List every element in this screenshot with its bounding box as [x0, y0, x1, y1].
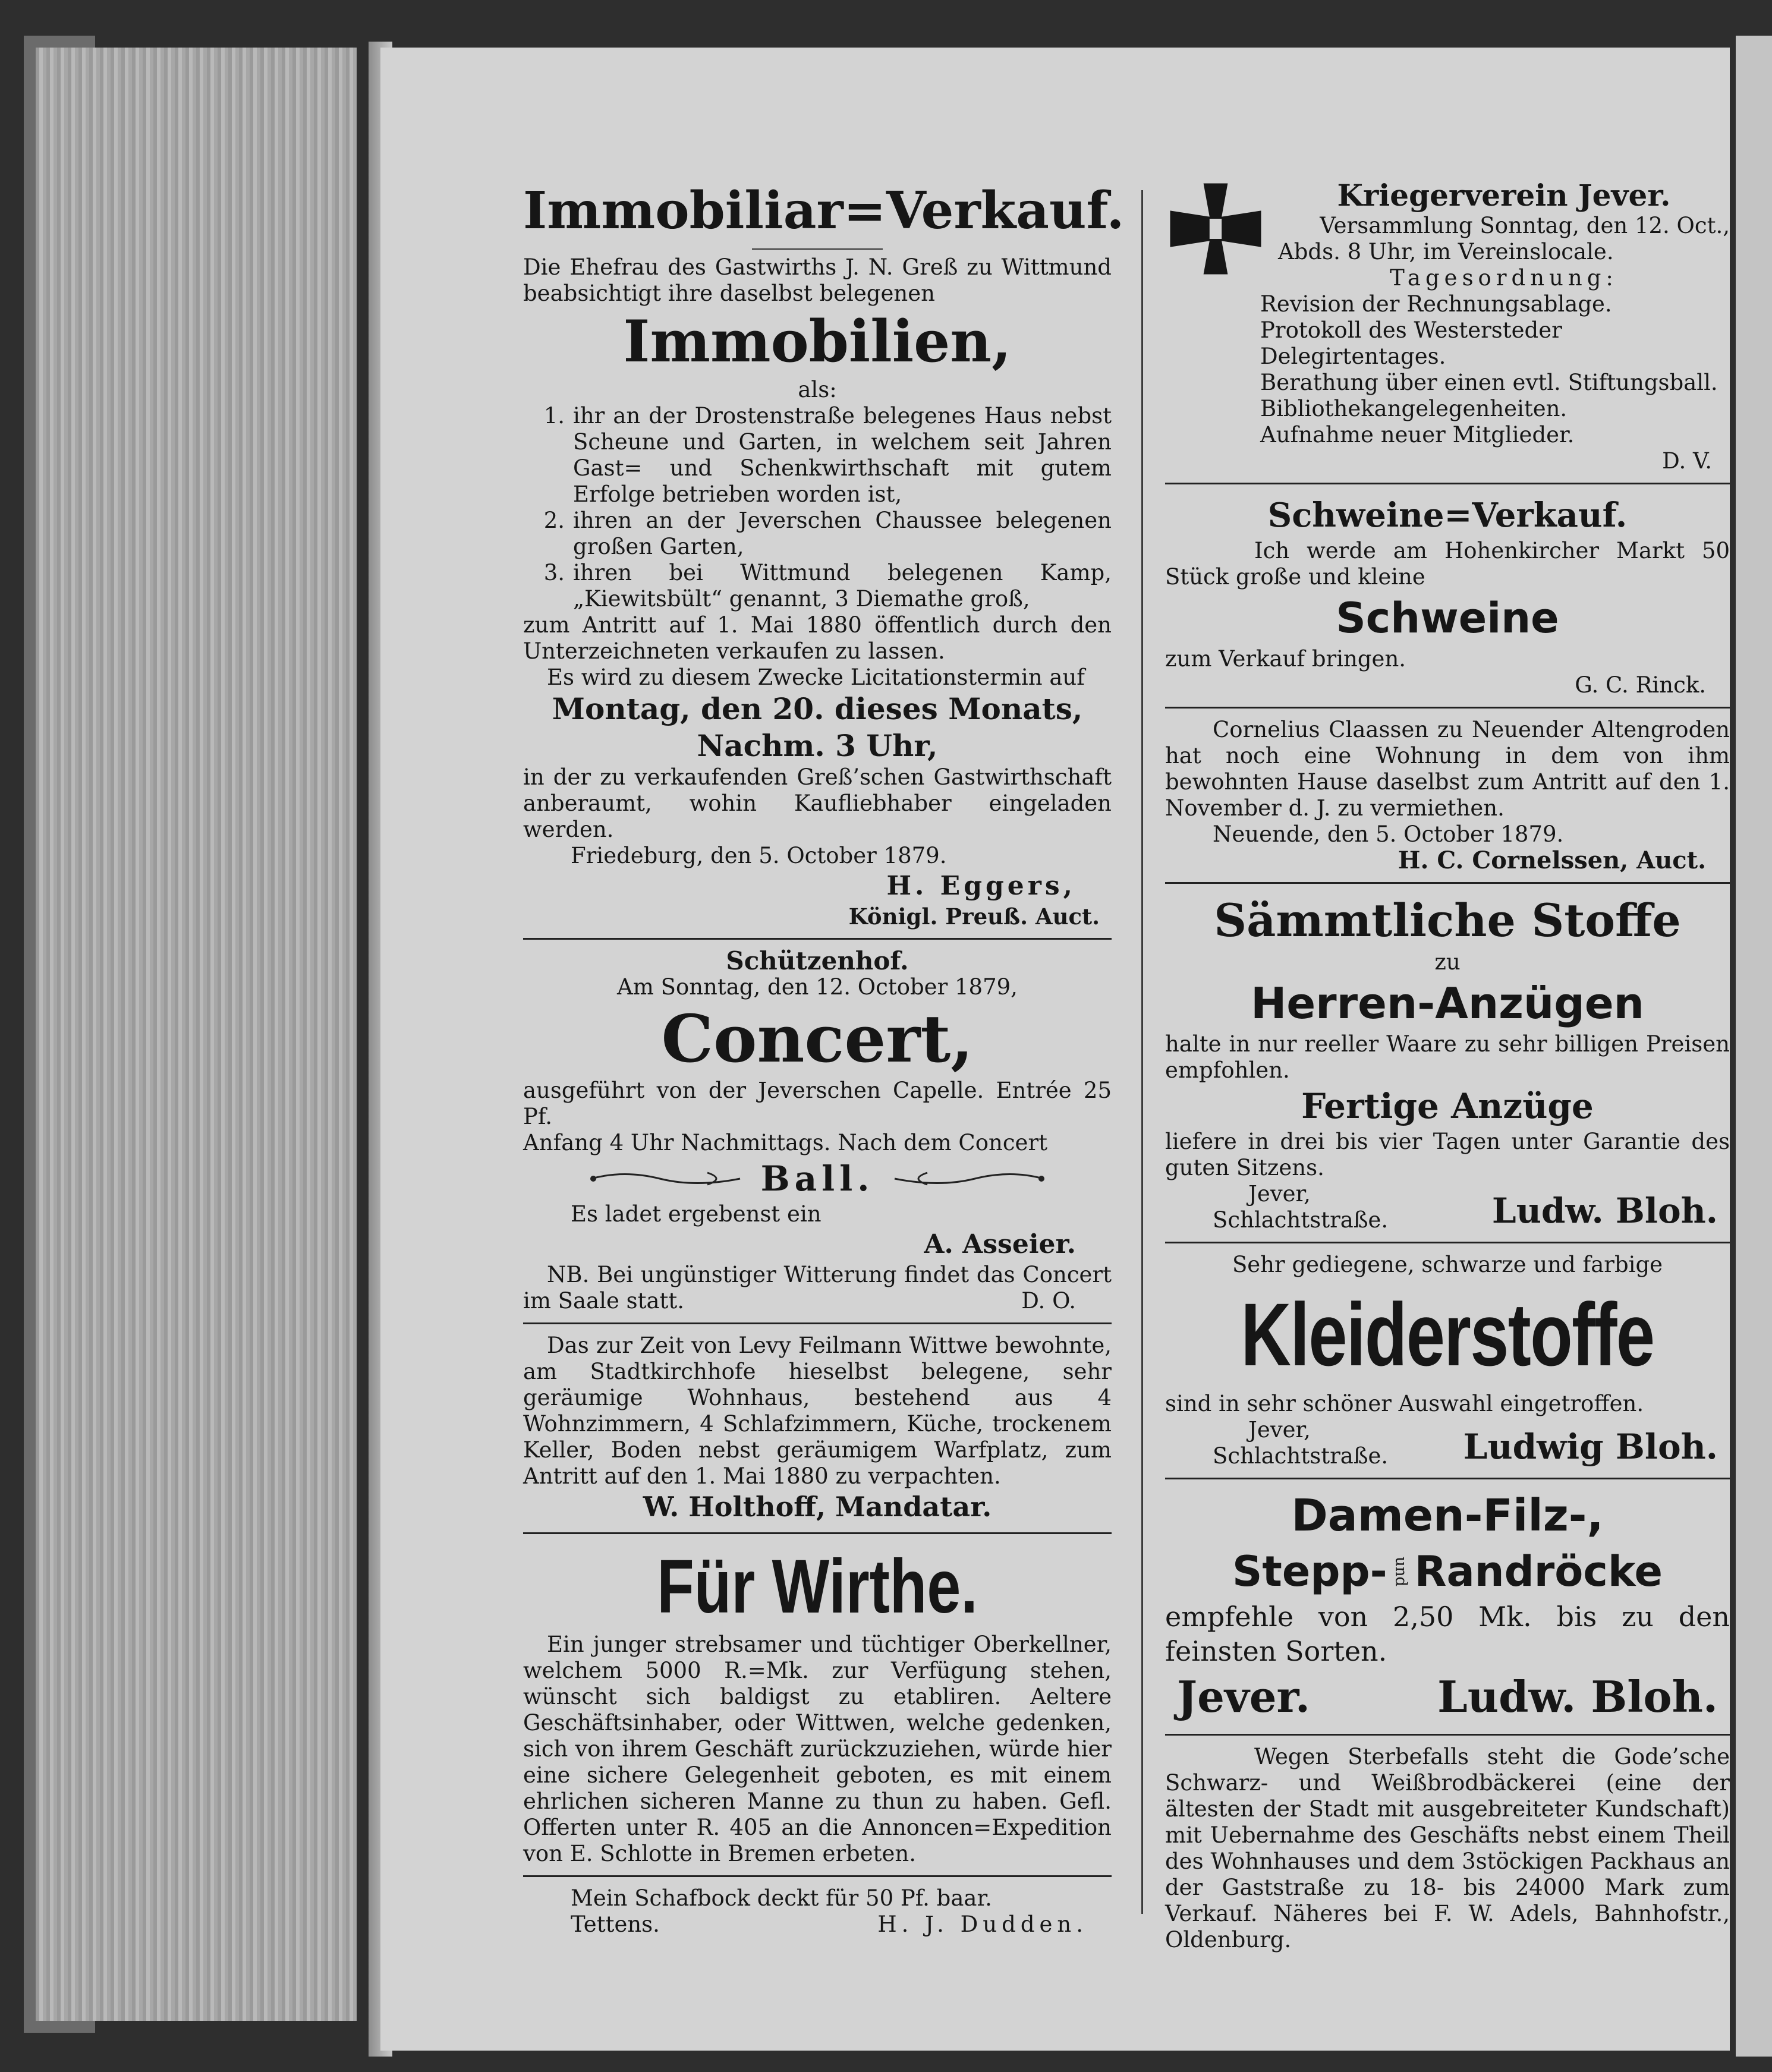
ad-baeckerei: [1165, 1744, 1730, 1953]
section-rule: [523, 1875, 1112, 1877]
krieger-agenda-title: Tagesordnung:: [1390, 265, 1618, 291]
schafbock-text: Mein Schafbock deckt für 50 Pf. baar.: [571, 1885, 992, 1911]
ad-damen: [1165, 1488, 1730, 1725]
schweine-text: Ich werde am Hohenkircher Markt 50 Stück große und kleine: [1165, 538, 1730, 590]
ad-paragraph: zum Antritt auf 1. Mai 1880 öffentlich durch den Unterzeichneten verkaufen zu lassen.: [523, 612, 1112, 664]
ad-signer: H. Eggers,: [886, 871, 1076, 901]
kleider-place: [1165, 1417, 1388, 1469]
krieger-header: [1165, 178, 1730, 291]
ad-schafbock: [523, 1885, 1112, 1938]
concert-nb: NB. Bei ungünstiger Witterung findet das Concert im Saale statt.: [523, 1262, 1112, 1314]
column-divider: [1141, 190, 1143, 1914]
wirthe-text: Ein junger strebsamer und tüchtiger Oberkellner, welchem 5000 R.=Mk. zur Verfügung stehen, wünscht sich baldigst zu etabliren. Aeltere Geschäftsinhaber, oder Wittwen, welche gedenken, sich von ihrem Geschäft zurückzuziehen, würde hier eine sichere Gelegenheit geboten, es mit einem ehrlichen sicheren Manne zu thun zu haben. Gefl. Offerten unter R. 405 an die Annoncen=Expedition von E. Schlotte in Bremen erbeten.: [523, 1632, 1112, 1866]
ad-immobiliar: [523, 178, 1125, 930]
concert-body: ausgeführt von der Jeverschen Capelle. Entrée 25 Pf.: [523, 1078, 1112, 1129]
list-item: [523, 508, 1112, 560]
stoffe-zu: zu: [1434, 949, 1461, 975]
stoffe-text2: liefere in drei bis vier Tagen unter Garantie des guten Sitzens.: [1165, 1129, 1730, 1180]
ad-concert: [523, 948, 1112, 1314]
ad-paragraph: Es wird zu diesem Zwecke Licitationstermin auf: [547, 665, 1085, 690]
item-text: ihren an der Jeverschen Chaussee belegenen großen Garten,: [573, 508, 1112, 559]
schweine-text2: zum Verkauf bringen.: [1165, 646, 1406, 672]
next-page-edge: [1736, 36, 1772, 2057]
list-item: [523, 403, 1112, 508]
right-column: [1165, 178, 1730, 1953]
agenda-item: Berathung über einen evtl. Stiftungsball.: [1260, 370, 1718, 395]
baeckerei-text: Wegen Sterbefalls steht die Gode’sche Schwarz- und Weißbrodbäckerei (eine der ältesten der Stadt mit ausgebreiteter Kundschaft) mit Uebernahme des Geschäfts nebst einem Theil des Wohnhauses und dem 3stöckigen Packhaus an der Gaststraße zu 18- bis 24000 Mark zum Verkauf. Näheres bei F. W. Adels, Bahnhofstr., Oldenburg.: [1165, 1744, 1730, 1953]
ad-stoffe: [1165, 892, 1730, 1233]
krieger-line: Versammlung Sonntag, den 12. Oct.,: [1320, 213, 1730, 238]
concert-venue: Schützenhof.: [726, 946, 909, 975]
wohnung-text: Cornelius Claassen zu Neuender Altengroden hat noch eine Wohnung in dem von ihm bewohnten Hause daselbst zum Antritt auf den 1. November d. J. zu vermiethen.: [1165, 717, 1730, 821]
ad-intro: Die Ehefrau des Gastwirths J. N. Greß zu Wittmund beabsichtigt ihre daselbst belegenen: [523, 254, 1112, 306]
krieger-line: Abds. 8 Uhr, im Vereinslocale.: [1278, 239, 1614, 264]
section-rule: [523, 938, 1112, 940]
damen-footer: [1165, 1668, 1730, 1725]
damen-text: empfehle von 2,50 Mk. bis zu den feinsten Sorten.: [1165, 1601, 1730, 1667]
section-rule: [523, 1322, 1112, 1324]
iron-cross-icon: [1165, 178, 1266, 279]
ad-kleiderstoffe: [1165, 1252, 1730, 1469]
divider: [752, 248, 883, 250]
section-rule: [523, 1532, 1112, 1534]
kleider-signer: Ludwig Bloh.: [1463, 1427, 1718, 1467]
list-item: [523, 560, 1112, 612]
ad-keyword: Immobilien,: [623, 308, 1012, 375]
damen-title-part: Randröcke: [1414, 1547, 1663, 1596]
section-rule: [1165, 882, 1730, 884]
schafbock-place: Tettens.: [571, 1912, 660, 1937]
item-number: 3.: [543, 560, 565, 585]
wohnhaus-text: Das zur Zeit von Levy Feilmann Wittwe bewohnte, am Stadtkirchhofe hieselbst belegene, sehr geräumige Wohnhaus, bestehend aus 4 Wohnzimmern, 4 Schlafzimmern, Küche, trockenem Keller, Boden nebst geräumigem Warfplatz, zum Antritt auf den 1. Mai 1880 zu verpachten.: [523, 1333, 1112, 1489]
place-line: Jever,: [1248, 1181, 1311, 1207]
wohnhaus-signer: W. Holthoff, Mandatar.: [643, 1491, 992, 1523]
schweine-title: Schweine=Verkauf.: [1267, 496, 1628, 535]
ad-als: als:: [798, 377, 837, 402]
stoffe-text: halte in nur reeller Waare zu sehr billigen Preisen empfohlen.: [1165, 1031, 1730, 1083]
ornament-icon: [892, 1170, 1046, 1188]
agenda-item: Protokoll des Westersteder Delegirtentages.: [1260, 317, 1562, 369]
ad-wohnhaus: [523, 1333, 1112, 1524]
item-text: ihr an der Drostenstraße belegenes Haus nebst Scheune und Garten, in welchem seit Jahren Gast= und Schenkwirthschaft mit gutem Erfolge betrieben worden ist,: [573, 403, 1112, 507]
damen-und: und: [1392, 1556, 1410, 1587]
ad-kriegerverein: [1165, 178, 1730, 474]
schweine-signer: G. C. Rinck.: [1575, 672, 1706, 698]
damen-place: Jever.: [1177, 1671, 1310, 1722]
ball-heading: [523, 1156, 1112, 1201]
damen-title: Damen-Filz-,: [1291, 1490, 1604, 1541]
stoffe-keyword: Herren-Anzügen: [1251, 978, 1644, 1028]
section-rule: [1165, 707, 1730, 708]
wohnung-signer: H. C. Cornelssen, Auct.: [1398, 846, 1706, 874]
schafbock-footer: [523, 1912, 1112, 1938]
place-line: Schlachtstraße.: [1213, 1443, 1389, 1469]
ad-date-line: Montag, den 20. dieses Monats,: [552, 691, 1083, 726]
concert-host: A. Asseier.: [924, 1229, 1076, 1259]
item-text: ihren bei Wittmund belegenen Kamp, „Kiewitsbült“ genannt, 3 Diemathe groß,: [573, 560, 1112, 612]
item-number: 1.: [543, 403, 565, 429]
concert-body: Anfang 4 Uhr Nachmittags. Nach dem Concert: [523, 1130, 1048, 1155]
book-page-edges: [36, 48, 357, 2021]
stoffe-place: [1165, 1181, 1388, 1233]
krieger-sign: D. V.: [1662, 448, 1712, 474]
stoffe-title: Sämmtliche Stoffe: [1214, 894, 1681, 947]
ad-wohnung: [1165, 717, 1730, 874]
schafbock-signer: H. J. Dudden.: [877, 1912, 1088, 1937]
damen-signer: Ludw. Bloh.: [1437, 1671, 1718, 1722]
concert-date: Am Sonntag, den 12. October 1879,: [617, 974, 1018, 1000]
concert-nb-sign: D. O.: [1021, 1288, 1076, 1314]
ad-signer-title: Königl. Preuß. Auct.: [848, 903, 1100, 930]
place-line: Jever,: [1248, 1417, 1311, 1443]
section-rule: [1165, 1478, 1730, 1479]
krieger-head-text: [1278, 178, 1730, 291]
ball-title: Ball.: [760, 1158, 874, 1199]
section-rule: [1165, 1734, 1730, 1736]
ad-place-date: Friedeburg, den 5. October 1879.: [571, 843, 947, 868]
ad-title: Immobiliar=Verkauf.: [523, 181, 1125, 241]
ad-time-line: Nachm. 3 Uhr,: [697, 728, 938, 763]
stoffe-sub: Fertige Anzüge: [1301, 1086, 1594, 1126]
section-rule: [1165, 1242, 1730, 1243]
damen-title-part: Stepp-: [1232, 1547, 1387, 1596]
ad-schweine: [1165, 493, 1730, 698]
stoffe-signer: Ludw. Bloh.: [1491, 1191, 1718, 1231]
krieger-agenda: [1165, 291, 1730, 448]
kleider-title: Kleiderstoffe: [1241, 1284, 1654, 1384]
concert-title: Concert,: [661, 1000, 974, 1077]
concert-invite: Es ladet ergebenst ein: [571, 1201, 822, 1227]
damen-title-row: [1165, 1544, 1730, 1599]
left-column: [523, 178, 1125, 1938]
ornament-icon: [588, 1170, 743, 1188]
kleider-footer: [1165, 1417, 1730, 1469]
kleider-text: sind in sehr schöner Auswahl eingetroffen.: [1165, 1391, 1644, 1416]
ad-paragraph: in der zu verkaufenden Greß’schen Gastwirthschaft anberaumt, wohin Kaufliebhaber eingeladen werden.: [523, 764, 1112, 842]
wohnung-place-date: Neuende, den 5. October 1879.: [1213, 821, 1564, 847]
schweine-keyword: Schweine: [1336, 594, 1559, 643]
place-line: Schlachtstraße.: [1213, 1207, 1389, 1233]
agenda-item: Aufnahme neuer Mitglieder.: [1260, 422, 1575, 448]
agenda-item: Revision der Rechnungsablage.: [1260, 291, 1612, 317]
ad-wirthe: [523, 1542, 1112, 1867]
stoffe-footer: [1165, 1181, 1730, 1233]
agenda-item: Bibliothekangelegenheiten.: [1260, 396, 1568, 421]
section-rule: [1165, 483, 1730, 484]
item-number: 2.: [543, 508, 565, 533]
krieger-title: Kriegerverein Jever.: [1337, 178, 1671, 213]
wirthe-title: Für Wirthe.: [657, 1544, 978, 1629]
kleider-intro: Sehr gediegene, schwarze und farbige: [1232, 1252, 1663, 1277]
